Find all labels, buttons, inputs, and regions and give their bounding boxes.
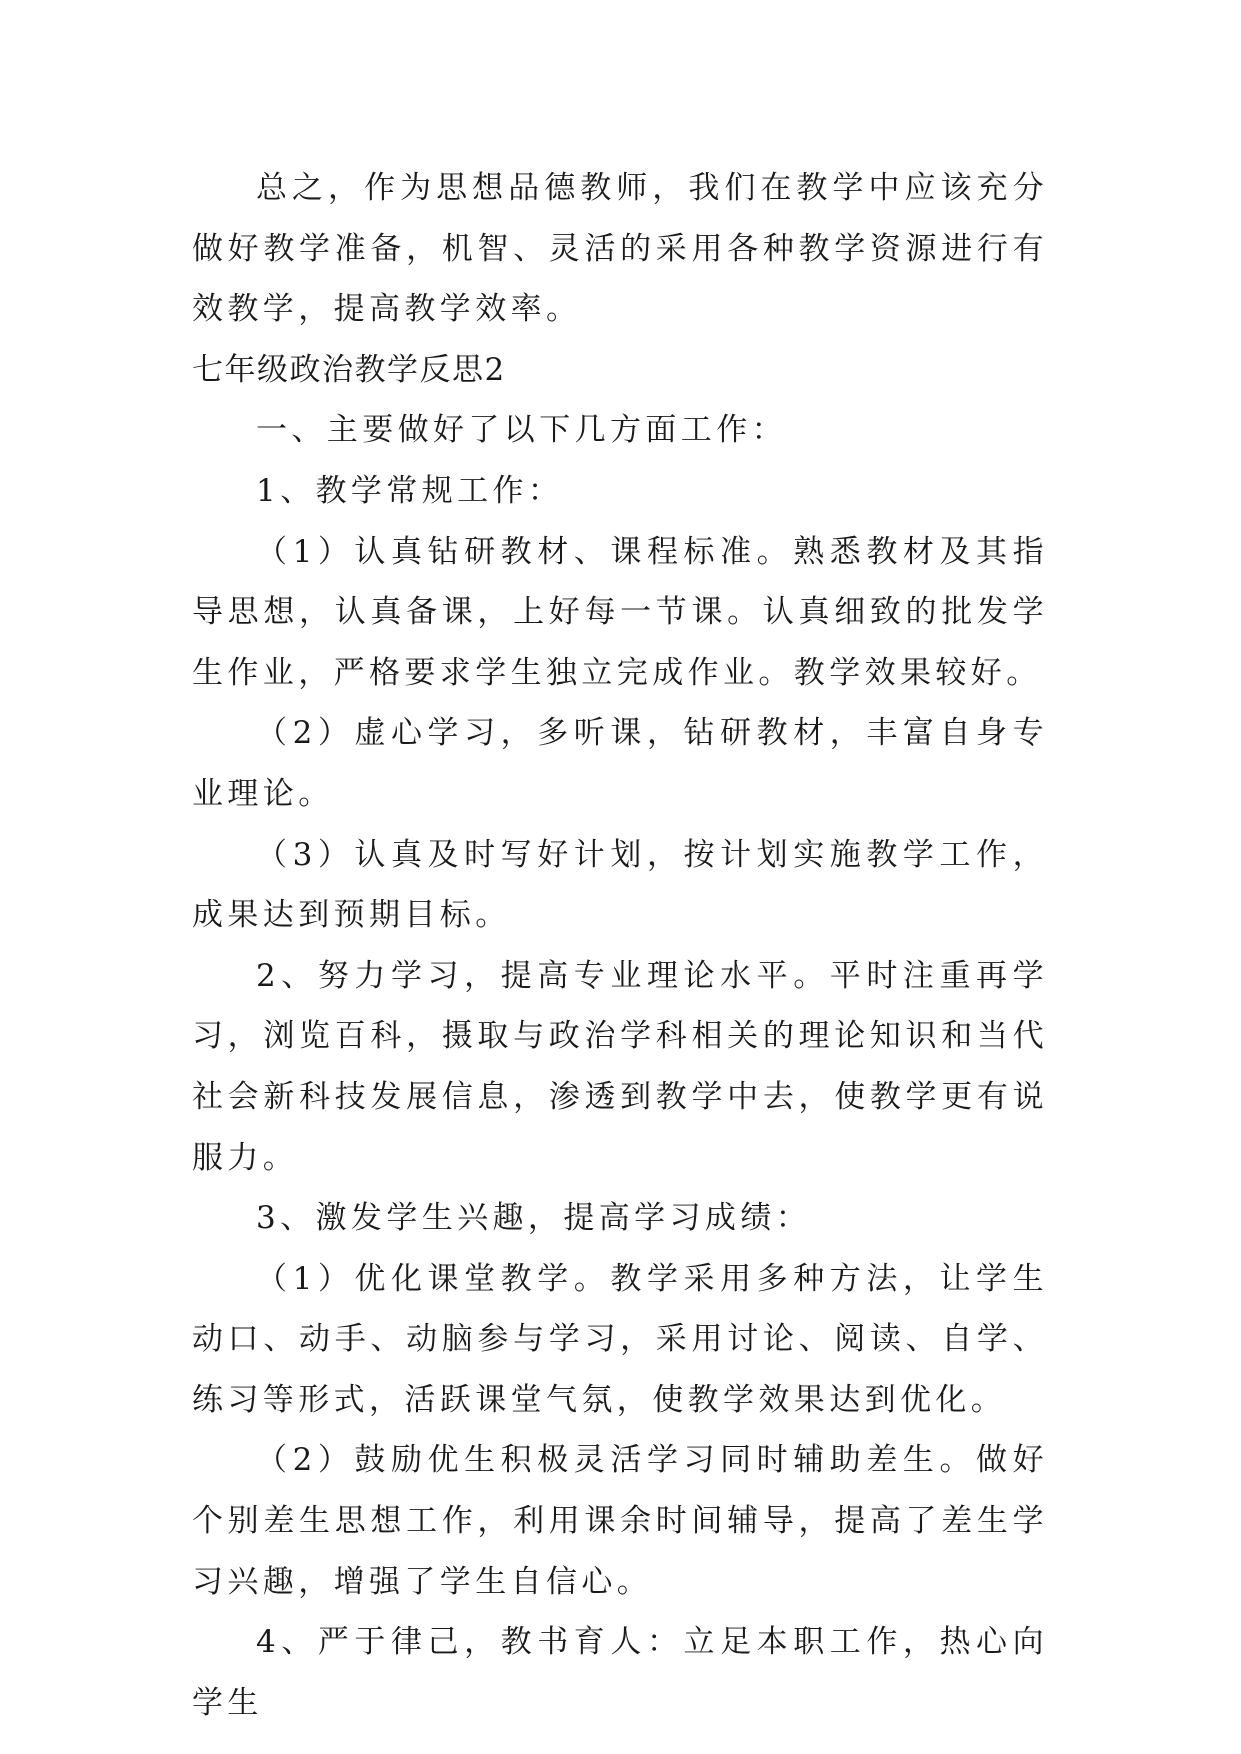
paragraph-item-3-1: （1）优化课堂教学。教学采用多种方法，让学生动口、动手、动脑参与学习，采用讨论、阅读、自学、练习等形式，活跃课堂气氛，使教学效果达到优化。 [192,1260,1048,1418]
paragraph-item-3: 3、激发学生兴趣，提高学习成绩： [256,1200,812,1237]
paragraph-main-work: 一、主要做好了以下几方面工作： [256,412,787,449]
paragraph-item-1-2: （2）虚心学习，多听课，钻研教材，丰富自身专业理论。 [192,715,1048,812]
paragraph-item-4: 4、严于律己，教书育人：立足本职工作，热心向学生 [192,1624,1048,1721]
paragraph-conclusion: 总之，作为思想品德教师，我们在教学中应该充分做好教学准备，机智、灵活的采用各种教学资源进行有效教学，提高教学效率。 [192,170,1048,328]
paragraph-item-2: 2、努力学习，提高专业理论水平。平时注重再学习，浏览百科，摄取与政治学科相关的理论知识和当代社会新科技发展信息，渗透到教学中去，使教学更有说服力。 [192,957,1048,1176]
paragraph-item-1-3: （3）认真及时写好计划，按计划实施教学工作，成果达到预期目标。 [192,836,1048,934]
paragraph-item-3-2: （2）鼓励优生积极灵活学习同时辅助差生。做好个别差生思想工作，利用课余时间辅导，提高了差生学习兴趣，增强了学生自信心。 [192,1442,1048,1600]
document-page [192,158,1048,1733]
section-title: 七年级政治教学反思2 [192,351,506,388]
paragraph-item-1-1: （1）认真钻研教材、课程标准。熟悉教材及其指导思想，认真备课，上好每一节课。认真细致的批发学生作业，严格要求学生独立完成作业。教学效果较好。 [192,533,1048,691]
paragraph-item-1: 1、教学常规工作： [256,472,564,509]
